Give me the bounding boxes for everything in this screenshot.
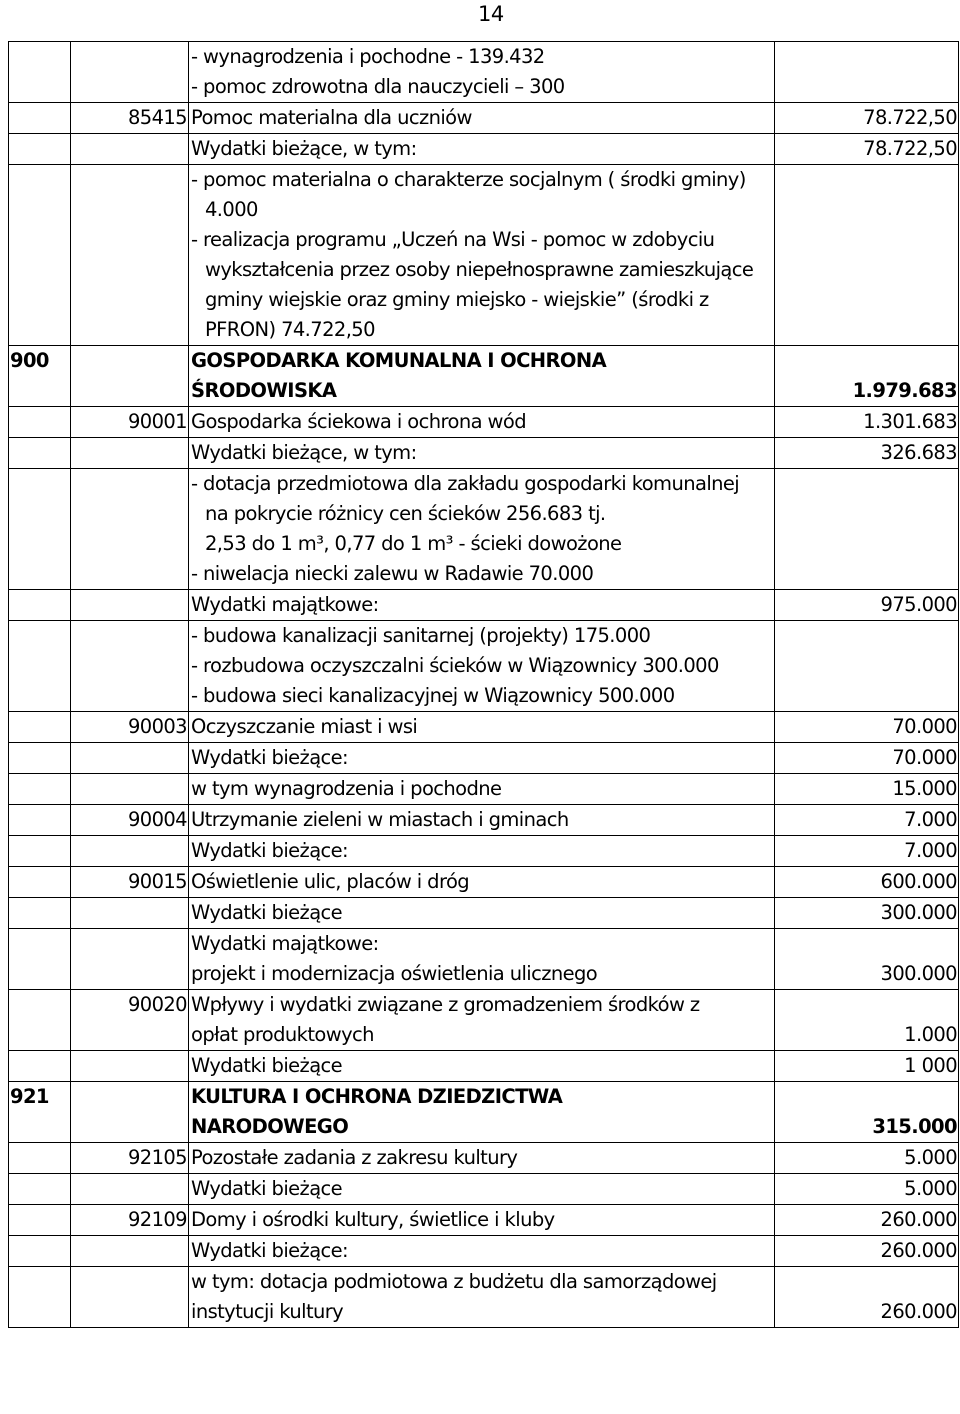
description-line: - wynagrodzenia i pochodne - 139.432	[191, 45, 545, 68]
description-cell	[189, 774, 775, 805]
description-cell	[189, 438, 775, 469]
amount-cell: 315.000	[775, 1082, 959, 1143]
table-row	[9, 774, 959, 805]
amount-cell	[775, 165, 959, 346]
amount-cell: 7.000	[775, 836, 959, 867]
chapter-code	[71, 1236, 189, 1267]
section-code	[9, 774, 71, 805]
table-row	[9, 346, 959, 407]
description-cell	[189, 1205, 775, 1236]
description-line: Wydatki majątkowe:	[191, 593, 379, 616]
description-cell	[189, 1267, 775, 1328]
section-code	[9, 743, 71, 774]
chapter-code	[71, 898, 189, 929]
description-line: instytucji kultury	[191, 1300, 344, 1323]
chapter-code	[71, 774, 189, 805]
table-row	[9, 1267, 959, 1328]
chapter-code	[71, 438, 189, 469]
chapter-code	[71, 346, 189, 407]
table-row	[9, 1205, 959, 1236]
description-cell	[189, 590, 775, 621]
description-line: - pomoc zdrowotna dla nauczycieli – 300	[191, 75, 565, 98]
chapter-code	[71, 929, 189, 990]
description-line: na pokrycie różnicy cen ścieków 256.683 tj.	[205, 502, 606, 525]
section-code	[9, 867, 71, 898]
table-row	[9, 621, 959, 712]
amount-cell: 1.000	[775, 990, 959, 1051]
description-line: ŚRODOWISKA	[191, 379, 337, 402]
description-line: Wydatki bieżące	[191, 1054, 343, 1077]
chapter-code: 90015	[71, 867, 189, 898]
section-code	[9, 42, 71, 103]
description-cell	[189, 1174, 775, 1205]
amount-cell: 7.000	[775, 805, 959, 836]
description-cell	[189, 134, 775, 165]
description-line: PFRON) 74.722,50	[205, 318, 375, 341]
amount-cell	[775, 469, 959, 590]
description-cell	[189, 805, 775, 836]
amount-cell: 78.722,50	[775, 134, 959, 165]
description-line: wykształcenia przez osoby niepełnosprawne zamieszkujące	[205, 258, 754, 281]
table-row	[9, 805, 959, 836]
table-row	[9, 438, 959, 469]
section-code	[9, 990, 71, 1051]
section-code	[9, 134, 71, 165]
description-cell	[189, 469, 775, 590]
description-line: projekt i modernizacja oświetlenia ulicznego	[191, 962, 598, 985]
amount-cell	[775, 621, 959, 712]
amount-cell: 5.000	[775, 1174, 959, 1205]
description-line: - budowa kanalizacji sanitarnej (projekty) 175.000	[191, 624, 651, 647]
amount-cell	[775, 42, 959, 103]
description-cell	[189, 1143, 775, 1174]
description-cell	[189, 743, 775, 774]
chapter-code: 92109	[71, 1205, 189, 1236]
section-code	[9, 1051, 71, 1082]
table-row	[9, 1236, 959, 1267]
description-line: w tym wynagrodzenia i pochodne	[191, 777, 502, 800]
table-row	[9, 1143, 959, 1174]
budget-table	[8, 41, 959, 1328]
description-cell	[189, 621, 775, 712]
section-code	[9, 1174, 71, 1205]
description-line: gminy wiejskie oraz gminy miejsko - wiejskie” (środki z	[205, 288, 709, 311]
amount-cell: 78.722,50	[775, 103, 959, 134]
amount-cell: 300.000	[775, 898, 959, 929]
amount-cell: 326.683	[775, 438, 959, 469]
section-code	[9, 103, 71, 134]
chapter-code: 90001	[71, 407, 189, 438]
chapter-code: 90004	[71, 805, 189, 836]
section-code	[9, 407, 71, 438]
chapter-code	[71, 1051, 189, 1082]
description-line: KULTURA I OCHRONA DZIEDZICTWA	[191, 1085, 563, 1108]
description-cell	[189, 1236, 775, 1267]
chapter-code: 85415	[71, 103, 189, 134]
table-row	[9, 743, 959, 774]
section-code	[9, 1267, 71, 1328]
table-row	[9, 898, 959, 929]
description-line: Wydatki majątkowe:	[191, 932, 379, 955]
table-row	[9, 712, 959, 743]
table-row	[9, 407, 959, 438]
section-code	[9, 805, 71, 836]
table-row	[9, 165, 959, 346]
description-line: Wydatki bieżące:	[191, 1239, 349, 1262]
amount-cell: 70.000	[775, 743, 959, 774]
amount-cell: 260.000	[775, 1205, 959, 1236]
chapter-code	[71, 590, 189, 621]
amount-cell: 1 000	[775, 1051, 959, 1082]
description-cell	[189, 346, 775, 407]
description-cell	[189, 42, 775, 103]
section-code	[9, 165, 71, 346]
section-code	[9, 621, 71, 712]
chapter-code	[71, 836, 189, 867]
description-cell	[189, 712, 775, 743]
description-line: Domy i ośrodki kultury, świetlice i kluby	[191, 1208, 555, 1231]
amount-cell: 260.000	[775, 1236, 959, 1267]
description-line: 2,53 do 1 m³, 0,77 do 1 m³ - ścieki dowożone	[205, 532, 622, 555]
section-code	[9, 438, 71, 469]
description-line: Pomoc materialna dla uczniów	[191, 106, 472, 129]
section-code	[9, 469, 71, 590]
section-code	[9, 836, 71, 867]
chapter-code	[71, 1267, 189, 1328]
description-line: Wydatki bieżące	[191, 901, 343, 924]
section-code	[9, 929, 71, 990]
chapter-code	[71, 621, 189, 712]
description-line: w tym: dotacja podmiotowa z budżetu dla samorządowej	[191, 1270, 717, 1293]
page-number: 14	[478, 2, 504, 26]
description-line: Oczyszczanie miast i wsi	[191, 715, 418, 738]
amount-cell: 15.000	[775, 774, 959, 805]
description-cell	[189, 103, 775, 134]
description-line: - pomoc materialna o charakterze socjalnym ( środki gminy)	[191, 168, 746, 191]
chapter-code: 92105	[71, 1143, 189, 1174]
description-cell	[189, 407, 775, 438]
chapter-code: 90003	[71, 712, 189, 743]
description-cell	[189, 165, 775, 346]
table-row	[9, 867, 959, 898]
description-line: Wydatki bieżące:	[191, 839, 349, 862]
chapter-code	[71, 469, 189, 590]
table-row	[9, 1082, 959, 1143]
description-line: NARODOWEGO	[191, 1115, 349, 1138]
description-line: GOSPODARKA KOMUNALNA I OCHRONA	[191, 349, 607, 372]
description-line: - budowa sieci kanalizacyjnej w Wiązownicy 500.000	[191, 684, 675, 707]
section-code: 921	[9, 1082, 71, 1143]
chapter-code	[71, 134, 189, 165]
description-line: - rozbudowa oczyszczalni ścieków w Wiązownicy 300.000	[191, 654, 719, 677]
chapter-code	[71, 743, 189, 774]
chapter-code	[71, 1174, 189, 1205]
amount-cell: 260.000	[775, 1267, 959, 1328]
amount-cell: 975.000	[775, 590, 959, 621]
table-row	[9, 590, 959, 621]
description-line: Wydatki bieżące, w tym:	[191, 441, 417, 464]
amount-cell: 1.979.683	[775, 346, 959, 407]
description-cell	[189, 898, 775, 929]
table-row	[9, 1051, 959, 1082]
chapter-code: 90020	[71, 990, 189, 1051]
description-line: Utrzymanie zieleni w miastach i gminach	[191, 808, 569, 831]
description-line: Wydatki bieżące, w tym:	[191, 137, 417, 160]
chapter-code	[71, 1082, 189, 1143]
description-line: Wpływy i wydatki związane z gromadzeniem środków z	[191, 993, 700, 1016]
chapter-code	[71, 165, 189, 346]
table-row	[9, 103, 959, 134]
description-line: Pozostałe zadania z zakresu kultury	[191, 1146, 518, 1169]
description-line: Gospodarka ściekowa i ochrona wód	[191, 410, 526, 433]
section-code	[9, 1143, 71, 1174]
description-line: - niwelacja niecki zalewu w Radawie 70.000	[191, 562, 594, 585]
table-row	[9, 469, 959, 590]
table-row	[9, 990, 959, 1051]
table-row	[9, 134, 959, 165]
description-line: - realizacja programu „Uczeń na Wsi - pomoc w zdobyciu	[191, 228, 715, 251]
table-row	[9, 42, 959, 103]
table-row	[9, 836, 959, 867]
section-code	[9, 590, 71, 621]
description-line: 4.000	[205, 198, 258, 221]
table-row	[9, 1174, 959, 1205]
description-cell	[189, 1082, 775, 1143]
chapter-code	[71, 42, 189, 103]
description-line: Wydatki bieżące:	[191, 746, 349, 769]
description-line: Wydatki bieżące	[191, 1177, 343, 1200]
description-cell	[189, 929, 775, 990]
section-code	[9, 712, 71, 743]
section-code: 900	[9, 346, 71, 407]
section-code	[9, 898, 71, 929]
amount-cell: 300.000	[775, 929, 959, 990]
amount-cell: 5.000	[775, 1143, 959, 1174]
description-line: - dotacja przedmiotowa dla zakładu gospodarki komunalnej	[191, 472, 740, 495]
description-cell	[189, 1051, 775, 1082]
section-code	[9, 1236, 71, 1267]
budget-table-body	[9, 42, 959, 1328]
description-cell	[189, 836, 775, 867]
amount-cell: 70.000	[775, 712, 959, 743]
table-row	[9, 929, 959, 990]
amount-cell: 1.301.683	[775, 407, 959, 438]
section-code	[9, 1205, 71, 1236]
description-cell	[189, 867, 775, 898]
description-line: opłat produktowych	[191, 1023, 374, 1046]
description-line: Oświetlenie ulic, placów i dróg	[191, 870, 470, 893]
description-cell	[189, 990, 775, 1051]
amount-cell: 600.000	[775, 867, 959, 898]
